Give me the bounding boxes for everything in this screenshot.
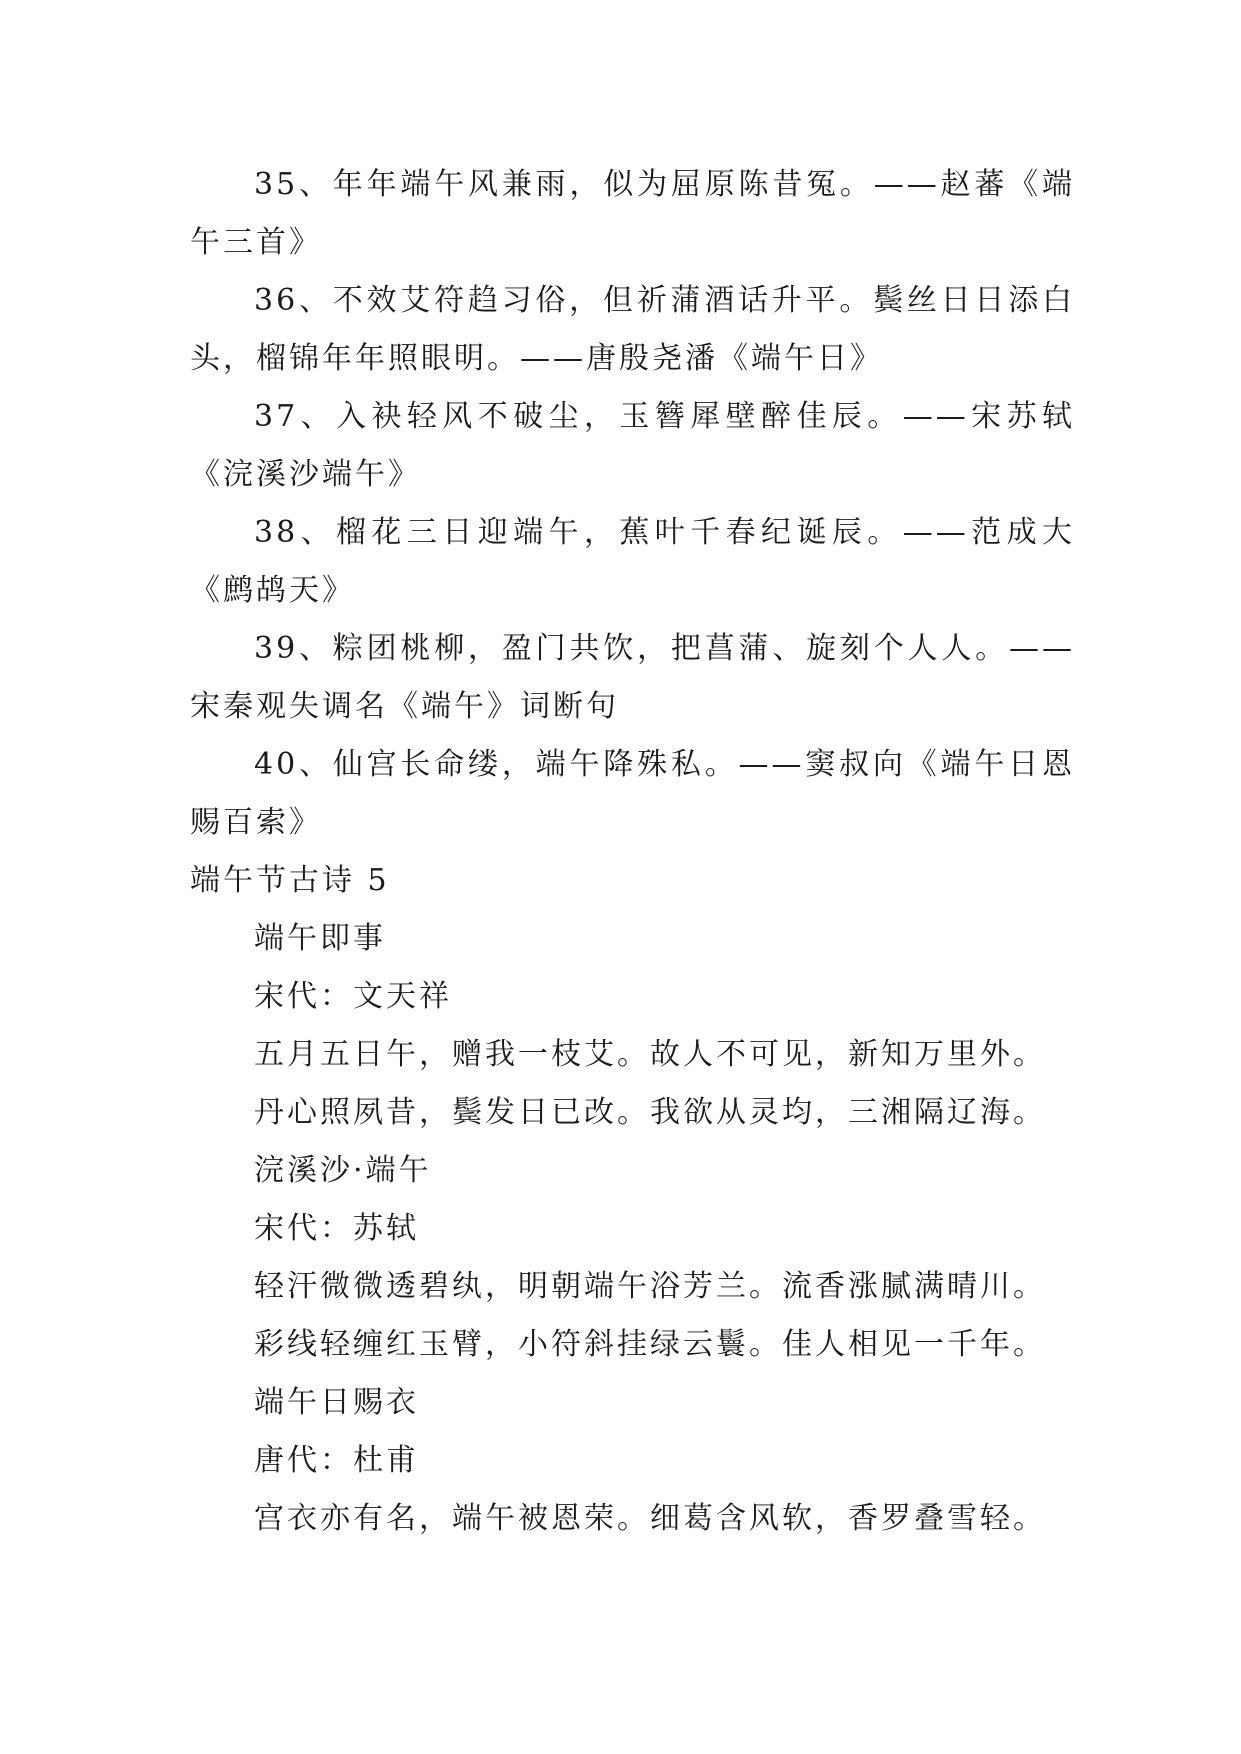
poem-author: 宋代：文天祥 — [254, 979, 452, 1014]
quote-paragraph: 39、粽团桃柳，盈门共饮，把菖蒲、旋刻个人人。——宋秦观失调名《端午》词断句 — [190, 631, 1075, 724]
poem-line: 丹心照夙昔，鬓发日已改。我欲从灵均，三湘隔辽海。 — [254, 1095, 1046, 1130]
poem-title: 端午即事 — [254, 921, 386, 956]
quote-paragraph: 40、仙宫长命缕，端午降殊私。——窦叔向《端午日恩赐百索》 — [190, 747, 1075, 840]
poem-title: 浣溪沙·端午 — [254, 1153, 432, 1188]
poem-line: 五月五日午，赠我一枝艾。故人不可见，新知万里外。 — [254, 1037, 1046, 1072]
quote-paragraph: 37、入袂轻风不破尘，玉簪犀壁醉佳辰。——宋苏轼《浣溪沙端午》 — [190, 399, 1075, 492]
quote-paragraph: 38、榴花三日迎端午，蕉叶千春纪诞辰。——范成大《鹧鸪天》 — [190, 515, 1075, 608]
quote-paragraph: 36、不效艾符趋习俗，但祈蒲酒话升平。鬓丝日日添白头，榴锦年年照眼明。——唐殷尧潘《端午日》 — [190, 283, 1075, 376]
poem-block — [190, 1142, 1075, 1374]
section-title: 端午节古诗 5 — [190, 863, 390, 898]
document-body — [190, 156, 1075, 1548]
poem-author: 宋代：苏轼 — [254, 1211, 419, 1246]
poem-line: 轻汗微微透碧纨，明朝端午浴芳兰。流香涨腻满晴川。 — [254, 1269, 1046, 1304]
poem-line: 彩线轻缠红玉臂，小符斜挂绿云鬟。佳人相见一千年。 — [254, 1327, 1046, 1362]
poem-block — [190, 1374, 1075, 1548]
poem-title: 端午日赐衣 — [254, 1385, 419, 1420]
poem-block — [190, 910, 1075, 1142]
poem-line: 宫衣亦有名，端午被恩荣。细葛含风软，香罗叠雪轻。 — [254, 1501, 1046, 1536]
quote-paragraph: 35、年年端午风兼雨，似为屈原陈昔冤。——赵蕃《端午三首》 — [190, 167, 1075, 260]
poem-author: 唐代：杜甫 — [254, 1443, 419, 1478]
